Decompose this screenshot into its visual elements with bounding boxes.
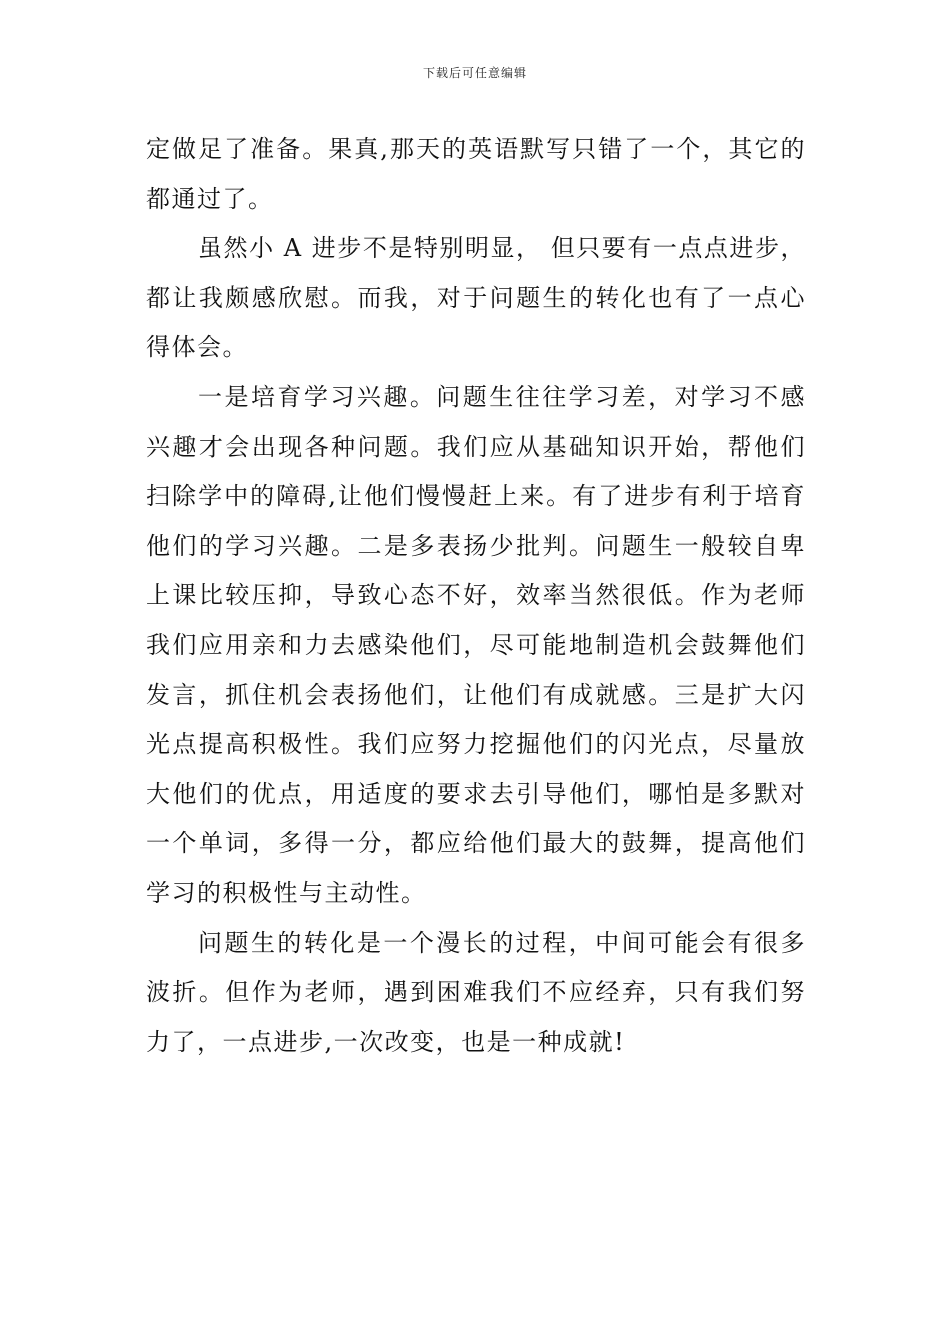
- paragraph-continuation: 定做足了准备。果真,那天的英语默写只错了一个，其它的都通过了。: [146, 135, 806, 213]
- paragraph-conclusion: 问题生的转化是一个漫长的过程，中间可能会有很多波折。但作为老师，遇到困难我们不应经弃，只有我们努力了，一点进步,一次改变，也是一种成就!: [146, 928, 806, 1056]
- page-header: 下载后可任意编辑: [422, 66, 527, 80]
- paragraph-methods: 一是培育学习兴趣。问题生往往学习差，对学习不感兴趣才会出现各种问题。我们应从基础知识开始，帮他们扫除学中的障碍,让他们慢慢赶上来。有了进步有利于培育他们的学习兴趣。二是多表扬少批判。问题生一般较自卑上课比较压抑，导致心态不好，效率当然很低。作为老师我们应用亲和力去感染他们，尽可能地制造机会鼓舞他们发言，抓住机会表扬他们，让他们有成就感。三是扩大闪光点提高积极性。我们应努力挖掘他们的闪光点，尽量放大他们的优点，用适度的要求去引导他们，哪怕是多默对一个单词，多得一分，都应给他们最大的鼓舞，提高他们学习的积极性与主动性。: [146, 382, 806, 907]
- document-body: [146, 125, 806, 1067]
- paragraph-progress: 虽然小 A 进步不是特别明显， 但只要有一点点进步，都让我颇感欣慰。而我，对于问题生的转化也有了一点心得体会。: [146, 234, 806, 362]
